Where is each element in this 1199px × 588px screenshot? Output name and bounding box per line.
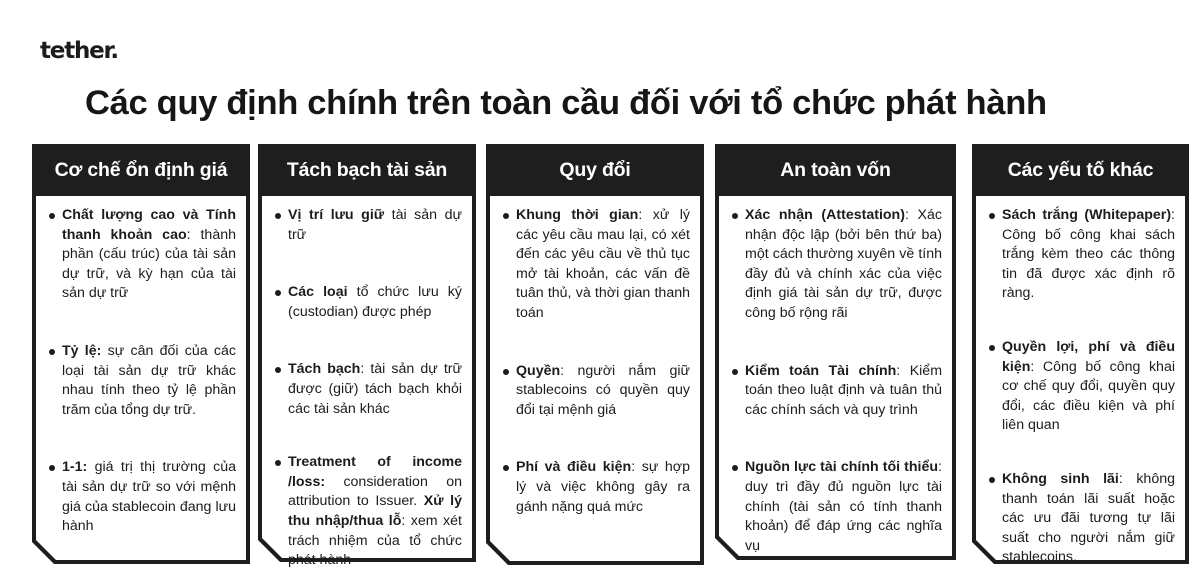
item-description: tài sản dự trữ	[288, 207, 463, 243]
item-term: Vị trí lưu giữ	[288, 207, 385, 223]
list-item: Treatment of income /loss: consideration on attribution to Issuer. Xử lý thu nhập/thua lỗ: xem xét trách nhiệm của tổ chức phát hành	[274, 453, 462, 571]
item-description: Công bố công khai sách trắng kèm theo các thông tin đã được xác định rõ ràng.	[1002, 226, 1175, 302]
list-item: Kiểm toán Tài chính: Kiểm toán theo luật định và tuân thủ các chính sách và quy trình	[731, 362, 942, 421]
item-term: Không sinh lãi	[1002, 470, 1119, 487]
item-description: tài sản dự trữ được (giữ) tách bạch khỏi các tài sản khác	[288, 361, 462, 417]
item-description: consideration on attribution to Issuer.	[288, 473, 462, 510]
item-term: Quyền lợi, phí và điều kiện	[1002, 338, 1175, 375]
item-term: Quyền	[516, 362, 561, 379]
card-body	[988, 206, 1175, 568]
item-description-vi: xem xét trách nhiệm của tổ chức phát hành	[288, 512, 462, 569]
item-term: 1-1:	[62, 459, 88, 476]
card-header: Tách bạch tài sản	[286, 158, 448, 181]
list-item: Xác nhận (Attestation): Xác nhận độc lập (bởi bên thứ ba) một cách thường xuyên về tính đầy đủ và chính xác của việc định giá tài sản dự trữ, được công bố rộng rãi	[731, 206, 942, 324]
card-capital-safety	[715, 144, 956, 560]
list-item: Nguồn lực tài chính tối thiểu: duy trì đầy đủ nguồn lực tài chính (tài sản có tính thanh khoản) để đáp ứng các nghĩa vụ	[731, 458, 942, 556]
list-item: Không sinh lãi: không thanh toán lãi suất hoặc các ưu đãi tương tự lãi suất cho người nắm giữ stablecoins.	[988, 470, 1175, 568]
item-description: tổ chức lưu ký (custodian) được phép	[288, 284, 462, 320]
list-item	[274, 283, 462, 322]
item-description: xử lý các yêu cầu mau lại, có xét đến các yêu cầu về thủ tục mở tài khoản, các vấn đề tuân thủ, và thời gian thanh toán	[516, 207, 690, 321]
item-term: Treatment of income /loss:	[288, 454, 462, 490]
item-term: Xác nhận (Attestation)	[745, 207, 905, 223]
item-term: Các loại	[288, 284, 348, 301]
item-description: sự hợp lý và việc không gây ra gánh nặng quá mức	[516, 459, 690, 515]
item-description: duy trì đầy đủ nguồn lực tài chính (tài sản có tính thanh khoản) để đáp ứng các nghĩa vụ	[745, 478, 942, 554]
item-description: Kiểm toán theo luật định và tuân thủ các chính sách và quy trình	[745, 362, 943, 418]
card-price-stabilization	[32, 144, 250, 564]
item-description: Công bố công khai cơ chế quy đổi, quyền quy đổi, các điều kiện và phí liên quan	[1002, 358, 1175, 434]
card-body	[731, 206, 942, 556]
item-description: giá trị thị trường của tài sản dự trữ so với mệnh giá của stablecoin đang lưu hành	[62, 459, 236, 535]
list-item: Chất lượng cao và Tính thanh khoản cao: thành phần (cấu trúc) của tài sản dự trữ, và kỳ hạn của tài sản dự trữ	[48, 206, 236, 304]
item-description: sự cân đối của các loại tài sản dự trữ khác nhau tính theo tỷ lệ phần trăm của tổng dự trữ.	[62, 342, 236, 418]
item-term: Khung thời gian	[516, 207, 639, 223]
card-body	[502, 206, 690, 517]
item-description: người nắm giữ stablecoins có quyền quy đổi tại mệnh giá	[516, 362, 690, 418]
item-term: Sách trắng (Whitepaper)	[1002, 207, 1172, 223]
list-item	[48, 342, 236, 420]
item-description: thành phần (cấu trúc) của tài sản dự trữ, và kỳ hạn của tài sản dự trữ	[62, 226, 236, 302]
card-redemption	[486, 144, 704, 565]
card-asset-segregation	[258, 144, 476, 569]
item-term: Kiểm toán Tài chính	[745, 362, 897, 379]
list-item	[274, 206, 462, 245]
card-header: Quy đổi	[559, 158, 631, 181]
card-other-factors	[972, 144, 1189, 564]
item-term: Tách bạch	[288, 361, 361, 378]
card-header: Cơ chế ổn định giá	[54, 158, 228, 181]
list-item: Quyền lợi, phí và điều kiện: Công bố công khai cơ chế quy đổi, quyền quy đổi, các điều kiện và phí liên quan	[988, 338, 1175, 436]
item-description: Xác nhận độc lập (bởi bên thứ ba) một cách thường xuyên về tính đầy đủ và chính xác của việc định giá tài sản dự trữ, được công bố rộng rãi	[745, 207, 942, 321]
list-item: Sách trắng (Whitepaper): Công bố công khai sách trắng kèm theo các thông tin đã được xác định rõ ràng.	[988, 206, 1175, 304]
item-term: Phí và điều kiện	[516, 459, 632, 476]
card-body	[48, 206, 236, 537]
list-item	[48, 458, 236, 536]
card-body	[274, 206, 462, 571]
list-item: Khung thời gian: xử lý các yêu cầu mau lại, có xét đến các yêu cầu về thủ tục mở tài khoản, các vấn đề tuân thủ, và thời gian thanh toán	[502, 206, 690, 324]
item-term: Chất lượng cao và Tính thanh khoản cao	[62, 207, 236, 243]
item-term-vi: Xử lý thu nhập/thua lỗ	[288, 493, 462, 529]
list-item: Quyền: người nắm giữ stablecoins có quyền quy đổi tại mệnh giá	[502, 362, 690, 421]
list-item: Tách bạch: tài sản dự trữ được (giữ) tách bạch khỏi các tài sản khác	[274, 360, 462, 419]
page-title: Các quy định chính trên toàn cầu đối với tổ chức phát hành	[85, 84, 1047, 122]
card-header: An toàn vốn	[780, 158, 891, 181]
list-item: Phí và điều kiện: sự hợp lý và việc không gây ra gánh nặng quá mức	[502, 458, 690, 517]
item-term: Tỷ lệ:	[62, 342, 102, 359]
item-term: Nguồn lực tài chính tối thiểu	[745, 459, 939, 476]
card-header: Các yếu tố khác	[1007, 158, 1154, 181]
item-description: không thanh toán lãi suất hoặc các ưu đãi tương tự lãi suất cho người nắm giữ stablecoins.	[1002, 470, 1175, 566]
tether-logo: tether.	[40, 38, 118, 64]
